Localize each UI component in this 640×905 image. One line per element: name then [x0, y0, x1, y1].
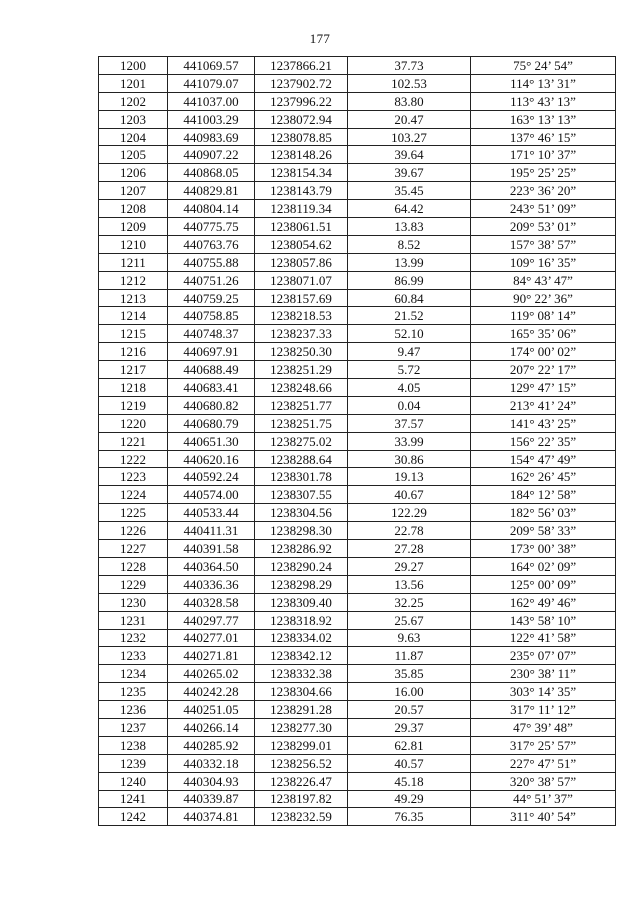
- x-coordinate-cell: 440983.69: [168, 128, 255, 146]
- point-number-cell: 1239: [99, 754, 168, 772]
- x-coordinate-cell: 440265.02: [168, 665, 255, 683]
- point-number-cell: 1237: [99, 718, 168, 736]
- y-coordinate-cell: 1238197.82: [255, 790, 348, 808]
- bearing-cell: 174° 00’ 02”: [471, 343, 616, 361]
- distance-cell: 9.63: [348, 629, 471, 647]
- x-coordinate-cell: 440285.92: [168, 736, 255, 754]
- point-number-cell: 1202: [99, 92, 168, 110]
- bearing-cell: 84° 43’ 47”: [471, 271, 616, 289]
- bearing-cell: 317° 25’ 57”: [471, 736, 616, 754]
- x-coordinate-cell: 440697.91: [168, 343, 255, 361]
- distance-cell: 60.84: [348, 289, 471, 307]
- distance-cell: 49.29: [348, 790, 471, 808]
- table-row: [99, 218, 616, 236]
- x-coordinate-cell: 440755.88: [168, 253, 255, 271]
- bearing-cell: 195° 25’ 25”: [471, 164, 616, 182]
- point-number-cell: 1213: [99, 289, 168, 307]
- distance-cell: 45.18: [348, 772, 471, 790]
- point-number-cell: 1236: [99, 701, 168, 719]
- point-number-cell: 1223: [99, 468, 168, 486]
- distance-cell: 4.05: [348, 379, 471, 397]
- point-number-cell: 1226: [99, 522, 168, 540]
- point-number-cell: 1200: [99, 57, 168, 75]
- y-coordinate-cell: 1238298.29: [255, 575, 348, 593]
- bearing-cell: 171° 10’ 37”: [471, 146, 616, 164]
- x-coordinate-cell: 440688.49: [168, 361, 255, 379]
- distance-cell: 103.27: [348, 128, 471, 146]
- distance-cell: 62.81: [348, 736, 471, 754]
- point-number-cell: 1205: [99, 146, 168, 164]
- x-coordinate-cell: 440266.14: [168, 718, 255, 736]
- y-coordinate-cell: 1238251.77: [255, 396, 348, 414]
- bearing-cell: 157° 38’ 57”: [471, 235, 616, 253]
- x-coordinate-cell: 440620.16: [168, 450, 255, 468]
- point-number-cell: 1221: [99, 432, 168, 450]
- distance-cell: 11.87: [348, 647, 471, 665]
- y-coordinate-cell: 1238251.75: [255, 414, 348, 432]
- x-coordinate-cell: 440763.76: [168, 235, 255, 253]
- distance-cell: 16.00: [348, 683, 471, 701]
- bearing-cell: 75° 24’ 54”: [471, 57, 616, 75]
- x-coordinate-cell: 440336.36: [168, 575, 255, 593]
- y-coordinate-cell: 1238275.02: [255, 432, 348, 450]
- point-number-cell: 1203: [99, 110, 168, 128]
- y-coordinate-cell: 1238054.62: [255, 235, 348, 253]
- y-coordinate-cell: 1238148.26: [255, 146, 348, 164]
- bearing-cell: 213° 41’ 24”: [471, 396, 616, 414]
- point-number-cell: 1209: [99, 218, 168, 236]
- bearing-cell: 209° 58’ 33”: [471, 522, 616, 540]
- distance-cell: 40.57: [348, 754, 471, 772]
- table-row: [99, 611, 616, 629]
- distance-cell: 40.67: [348, 486, 471, 504]
- distance-cell: 9.47: [348, 343, 471, 361]
- table-row: [99, 683, 616, 701]
- x-coordinate-cell: 440907.22: [168, 146, 255, 164]
- point-number-cell: 1242: [99, 808, 168, 826]
- x-coordinate-cell: 440277.01: [168, 629, 255, 647]
- x-coordinate-cell: 440748.37: [168, 325, 255, 343]
- y-coordinate-cell: 1238078.85: [255, 128, 348, 146]
- x-coordinate-cell: 440411.31: [168, 522, 255, 540]
- y-coordinate-cell: 1238304.56: [255, 504, 348, 522]
- point-number-cell: 1241: [99, 790, 168, 808]
- point-number-cell: 1210: [99, 235, 168, 253]
- y-coordinate-cell: 1238250.30: [255, 343, 348, 361]
- y-coordinate-cell: 1238290.24: [255, 557, 348, 575]
- table-row: [99, 343, 616, 361]
- bearing-cell: 311° 40’ 54”: [471, 808, 616, 826]
- x-coordinate-cell: 440339.87: [168, 790, 255, 808]
- table-row: [99, 92, 616, 110]
- table-row: [99, 629, 616, 647]
- point-number-cell: 1207: [99, 182, 168, 200]
- distance-cell: 102.53: [348, 74, 471, 92]
- bearing-cell: 162° 49’ 46”: [471, 593, 616, 611]
- table-row: [99, 182, 616, 200]
- point-number-cell: 1220: [99, 414, 168, 432]
- y-coordinate-cell: 1238286.92: [255, 540, 348, 558]
- distance-cell: 13.99: [348, 253, 471, 271]
- table-row: [99, 146, 616, 164]
- table-row: [99, 808, 616, 826]
- table-row: [99, 575, 616, 593]
- bearing-cell: 114° 13’ 31”: [471, 74, 616, 92]
- point-number-cell: 1238: [99, 736, 168, 754]
- y-coordinate-cell: 1238226.47: [255, 772, 348, 790]
- distance-cell: 19.13: [348, 468, 471, 486]
- bearing-cell: 113° 43’ 13”: [471, 92, 616, 110]
- x-coordinate-cell: 440759.25: [168, 289, 255, 307]
- y-coordinate-cell: 1237902.72: [255, 74, 348, 92]
- table-row: [99, 718, 616, 736]
- point-number-cell: 1215: [99, 325, 168, 343]
- y-coordinate-cell: 1238288.64: [255, 450, 348, 468]
- point-number-cell: 1229: [99, 575, 168, 593]
- distance-cell: 64.42: [348, 200, 471, 218]
- y-coordinate-cell: 1238072.94: [255, 110, 348, 128]
- y-coordinate-cell: 1238061.51: [255, 218, 348, 236]
- y-coordinate-cell: 1238299.01: [255, 736, 348, 754]
- x-coordinate-cell: 440251.05: [168, 701, 255, 719]
- bearing-cell: 162° 26’ 45”: [471, 468, 616, 486]
- y-coordinate-cell: 1238154.34: [255, 164, 348, 182]
- y-coordinate-cell: 1238332.38: [255, 665, 348, 683]
- bearing-cell: 320° 38’ 57”: [471, 772, 616, 790]
- bearing-cell: 209° 53’ 01”: [471, 218, 616, 236]
- y-coordinate-cell: 1238309.40: [255, 593, 348, 611]
- x-coordinate-cell: 440683.41: [168, 379, 255, 397]
- point-number-cell: 1225: [99, 504, 168, 522]
- x-coordinate-cell: 440574.00: [168, 486, 255, 504]
- table-row: [99, 540, 616, 558]
- x-coordinate-cell: 440680.82: [168, 396, 255, 414]
- table-row: [99, 164, 616, 182]
- point-number-cell: 1235: [99, 683, 168, 701]
- table-row: [99, 128, 616, 146]
- y-coordinate-cell: 1238232.59: [255, 808, 348, 826]
- x-coordinate-cell: 440364.50: [168, 557, 255, 575]
- point-number-cell: 1218: [99, 379, 168, 397]
- bearing-cell: 156° 22’ 35”: [471, 432, 616, 450]
- distance-cell: 37.73: [348, 57, 471, 75]
- table-row: [99, 701, 616, 719]
- bearing-cell: 207° 22’ 17”: [471, 361, 616, 379]
- bearing-cell: 154° 47’ 49”: [471, 450, 616, 468]
- point-number-cell: 1230: [99, 593, 168, 611]
- table-row: [99, 557, 616, 575]
- table-row: [99, 450, 616, 468]
- distance-cell: 33.99: [348, 432, 471, 450]
- point-number-cell: 1212: [99, 271, 168, 289]
- y-coordinate-cell: 1238248.66: [255, 379, 348, 397]
- y-coordinate-cell: 1238237.33: [255, 325, 348, 343]
- table-row: [99, 379, 616, 397]
- x-coordinate-cell: 440271.81: [168, 647, 255, 665]
- table-row: [99, 74, 616, 92]
- distance-cell: 30.86: [348, 450, 471, 468]
- y-coordinate-cell: 1238157.69: [255, 289, 348, 307]
- x-coordinate-cell: 440751.26: [168, 271, 255, 289]
- distance-cell: 21.52: [348, 307, 471, 325]
- y-coordinate-cell: 1238143.79: [255, 182, 348, 200]
- bearing-cell: 47° 39’ 48”: [471, 718, 616, 736]
- bearing-cell: 317° 11’ 12”: [471, 701, 616, 719]
- table-row: [99, 432, 616, 450]
- table-row: [99, 200, 616, 218]
- distance-cell: 52.10: [348, 325, 471, 343]
- point-number-cell: 1232: [99, 629, 168, 647]
- y-coordinate-cell: 1238318.92: [255, 611, 348, 629]
- table-row: [99, 253, 616, 271]
- y-coordinate-cell: 1238057.86: [255, 253, 348, 271]
- bearing-cell: 227° 47’ 51”: [471, 754, 616, 772]
- point-number-cell: 1204: [99, 128, 168, 146]
- table-row: [99, 772, 616, 790]
- distance-cell: 13.56: [348, 575, 471, 593]
- bearing-cell: 90° 22’ 36”: [471, 289, 616, 307]
- x-coordinate-cell: 440391.58: [168, 540, 255, 558]
- table-row: [99, 486, 616, 504]
- x-coordinate-cell: 440651.30: [168, 432, 255, 450]
- y-coordinate-cell: 1238218.53: [255, 307, 348, 325]
- page-number: 177: [309, 31, 331, 46]
- x-coordinate-cell: 440533.44: [168, 504, 255, 522]
- bearing-cell: 164° 02’ 09”: [471, 557, 616, 575]
- x-coordinate-cell: 440297.77: [168, 611, 255, 629]
- table-row: [99, 468, 616, 486]
- x-coordinate-cell: 440868.05: [168, 164, 255, 182]
- distance-cell: 29.27: [348, 557, 471, 575]
- table-row: [99, 110, 616, 128]
- point-number-cell: 1211: [99, 253, 168, 271]
- distance-cell: 29.37: [348, 718, 471, 736]
- distance-cell: 83.80: [348, 92, 471, 110]
- point-number-cell: 1240: [99, 772, 168, 790]
- y-coordinate-cell: 1238301.78: [255, 468, 348, 486]
- x-coordinate-cell: 440374.81: [168, 808, 255, 826]
- distance-cell: 8.52: [348, 235, 471, 253]
- x-coordinate-cell: 441079.07: [168, 74, 255, 92]
- point-number-cell: 1231: [99, 611, 168, 629]
- distance-cell: 20.47: [348, 110, 471, 128]
- y-coordinate-cell: 1238277.30: [255, 718, 348, 736]
- bearing-cell: 303° 14’ 35”: [471, 683, 616, 701]
- point-number-cell: 1206: [99, 164, 168, 182]
- x-coordinate-cell: 440242.28: [168, 683, 255, 701]
- table-row: [99, 57, 616, 75]
- y-coordinate-cell: 1238307.55: [255, 486, 348, 504]
- y-coordinate-cell: 1238334.02: [255, 629, 348, 647]
- distance-cell: 20.57: [348, 701, 471, 719]
- distance-cell: 0.04: [348, 396, 471, 414]
- point-number-cell: 1233: [99, 647, 168, 665]
- table-row: [99, 414, 616, 432]
- y-coordinate-cell: 1238342.12: [255, 647, 348, 665]
- distance-cell: 37.57: [348, 414, 471, 432]
- table-row: [99, 361, 616, 379]
- bearing-cell: 125° 00’ 09”: [471, 575, 616, 593]
- bearing-cell: 137° 46’ 15”: [471, 128, 616, 146]
- table-row: [99, 522, 616, 540]
- coordinates-table: [98, 56, 616, 826]
- x-coordinate-cell: 440758.85: [168, 307, 255, 325]
- bearing-cell: 165° 35’ 06”: [471, 325, 616, 343]
- distance-cell: 5.72: [348, 361, 471, 379]
- x-coordinate-cell: 440680.79: [168, 414, 255, 432]
- table-row: [99, 235, 616, 253]
- distance-cell: 39.64: [348, 146, 471, 164]
- bearing-cell: 230° 38’ 11”: [471, 665, 616, 683]
- point-number-cell: 1214: [99, 307, 168, 325]
- x-coordinate-cell: 440829.81: [168, 182, 255, 200]
- table-row: [99, 396, 616, 414]
- x-coordinate-cell: 441003.29: [168, 110, 255, 128]
- point-number-cell: 1222: [99, 450, 168, 468]
- y-coordinate-cell: 1238298.30: [255, 522, 348, 540]
- point-number-cell: 1224: [99, 486, 168, 504]
- point-number-cell: 1201: [99, 74, 168, 92]
- bearing-cell: 141° 43’ 25”: [471, 414, 616, 432]
- table-row: [99, 307, 616, 325]
- table-row: [99, 271, 616, 289]
- distance-cell: 13.83: [348, 218, 471, 236]
- point-number-cell: 1219: [99, 396, 168, 414]
- table-row: [99, 754, 616, 772]
- table-body: [99, 57, 616, 826]
- x-coordinate-cell: 440592.24: [168, 468, 255, 486]
- distance-cell: 39.67: [348, 164, 471, 182]
- x-coordinate-cell: 440332.18: [168, 754, 255, 772]
- table-row: [99, 593, 616, 611]
- x-coordinate-cell: 440804.14: [168, 200, 255, 218]
- point-number-cell: 1208: [99, 200, 168, 218]
- bearing-cell: 119° 08’ 14”: [471, 307, 616, 325]
- bearing-cell: 173° 00’ 38”: [471, 540, 616, 558]
- distance-cell: 76.35: [348, 808, 471, 826]
- table-row: [99, 647, 616, 665]
- distance-cell: 122.29: [348, 504, 471, 522]
- y-coordinate-cell: 1238304.66: [255, 683, 348, 701]
- y-coordinate-cell: 1238256.52: [255, 754, 348, 772]
- y-coordinate-cell: 1237996.22: [255, 92, 348, 110]
- distance-cell: 32.25: [348, 593, 471, 611]
- distance-cell: 35.85: [348, 665, 471, 683]
- table-row: [99, 665, 616, 683]
- bearing-cell: 243° 51’ 09”: [471, 200, 616, 218]
- distance-cell: 35.45: [348, 182, 471, 200]
- distance-cell: 86.99: [348, 271, 471, 289]
- point-number-cell: 1228: [99, 557, 168, 575]
- x-coordinate-cell: 441037.00: [168, 92, 255, 110]
- bearing-cell: 223° 36’ 20”: [471, 182, 616, 200]
- x-coordinate-cell: 440775.75: [168, 218, 255, 236]
- point-number-cell: 1227: [99, 540, 168, 558]
- distance-cell: 27.28: [348, 540, 471, 558]
- distance-cell: 25.67: [348, 611, 471, 629]
- bearing-cell: 163° 13’ 13”: [471, 110, 616, 128]
- y-coordinate-cell: 1237866.21: [255, 57, 348, 75]
- table-row: [99, 325, 616, 343]
- table-row: [99, 790, 616, 808]
- bearing-cell: 182° 56’ 03”: [471, 504, 616, 522]
- bearing-cell: 109° 16’ 35”: [471, 253, 616, 271]
- x-coordinate-cell: 441069.57: [168, 57, 255, 75]
- y-coordinate-cell: 1238251.29: [255, 361, 348, 379]
- distance-cell: 22.78: [348, 522, 471, 540]
- y-coordinate-cell: 1238071.07: [255, 271, 348, 289]
- table-row: [99, 289, 616, 307]
- table-row: [99, 736, 616, 754]
- bearing-cell: 143° 58’ 10”: [471, 611, 616, 629]
- x-coordinate-cell: 440328.58: [168, 593, 255, 611]
- point-number-cell: 1234: [99, 665, 168, 683]
- table-row: [99, 504, 616, 522]
- bearing-cell: 184° 12’ 58”: [471, 486, 616, 504]
- point-number-cell: 1217: [99, 361, 168, 379]
- bearing-cell: 235° 07’ 07”: [471, 647, 616, 665]
- y-coordinate-cell: 1238119.34: [255, 200, 348, 218]
- x-coordinate-cell: 440304.93: [168, 772, 255, 790]
- point-number-cell: 1216: [99, 343, 168, 361]
- bearing-cell: 129° 47’ 15”: [471, 379, 616, 397]
- bearing-cell: 122° 41’ 58”: [471, 629, 616, 647]
- bearing-cell: 44° 51’ 37”: [471, 790, 616, 808]
- y-coordinate-cell: 1238291.28: [255, 701, 348, 719]
